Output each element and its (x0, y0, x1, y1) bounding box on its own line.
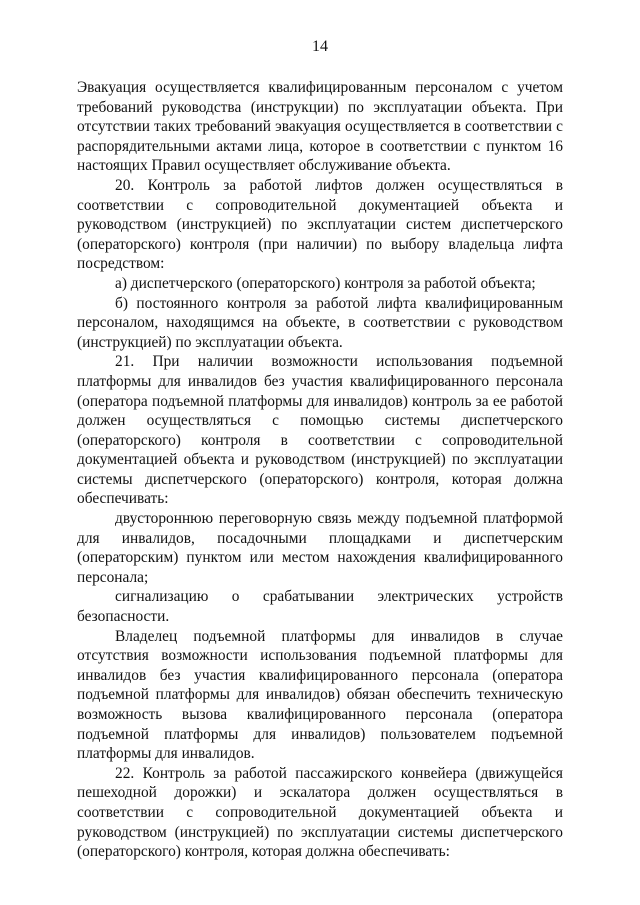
paragraph-item-22: 22. Контроль за работой пассажирского конвейера (движущейся пешеходной дорожки) и эскалатора должен осуществляться в соответствии с сопроводительной документацией объекта и руководством (инструкцией) по эксплуатации системы диспетчерского (операторского) контроля, которая должна обеспечивать: (77, 764, 563, 861)
paragraph-two-way-communication: двустороннюю переговорную связь между подъемной платформой для инвалидов, посадочными площадками и диспетчерским (операторским) пунктом или местом нахождения квалифицированного персонала; (77, 510, 563, 586)
paragraph-item-20-a: а) диспетчерского (операторского) контроля за работой объекта; (115, 274, 536, 292)
document-body (77, 78, 563, 862)
paragraph-item-20-b: б) постоянного контроля за работой лифта квалифицированным персоналом, находящимся на объекте, в соответствии с руководством (инструкцией) по эксплуатации объекта. (77, 294, 563, 351)
page-number: 14 (312, 38, 328, 55)
paragraph-item-20: 20. Контроль за работой лифтов должен осуществляться в соответствии с сопроводительной документацией объекта и руководством (инструкцией) по эксплуатации систем диспетчерского (операторского) контроля (при наличии) по выбору владельца лифта посредством: (77, 176, 563, 273)
paragraph-item-21: 21. При наличии возможности использования подъемной платформы для инвалидов без участия квалифицированного персонала (оператора подъемной платформы для инвалидов) контроль за ее работой должен осуществляться с помощью системы диспетчерского (операторского) контроля в соответствии с сопроводительной документацией объекта и руководством (инструкцией) по эксплуатации системы диспетчерского (операторского) контроля, которая должна обеспечивать: (77, 353, 563, 508)
paragraph-evacuation-continued: Эвакуация осуществляется квалифицированным персоналом с учетом требований руководства (инструкции) по эксплуатации объекта. При отсутствии таких требований эвакуация осуществляется в соответствии с распорядительными актами лица, которое в соответствии с пунктом 16 настоящих Правил осуществляет обслуживание объекта. (77, 79, 563, 175)
paragraph-platform-owner: Владелец подъемной платформы для инвалидов в случае отсутствия возможности использования подъемной платформы для инвалидов без участия квалифицированного персонала (оператора подъемной платформы для инвалидов) обязан обеспечить техническую возможность вызова квалифицированного персонала (оператора подъемной платформы для инвалидов) пользователем подъемной платформы для инвалидов. (77, 627, 563, 763)
paragraph-safety-signaling: сигнализацию о срабатывании электрических устройств безопасности. (77, 588, 563, 626)
